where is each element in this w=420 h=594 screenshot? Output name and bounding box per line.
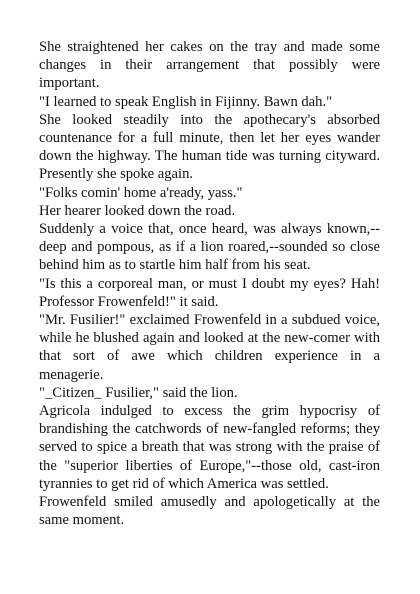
paragraph: "I learned to speak English in Fijinny. Bawn dah." [39, 93, 333, 110]
paragraph: "_Citizen_ Fusilier," said the lion. [39, 384, 238, 401]
paragraph: Agricola indulged to excess the grim hypocrisy of brandishing the catchwords of new-fangled reforms; they served to spice a breath that was strong with the praise of the "superior liberties of Europe,"--those old, cast-iron tyrannies to get rid of which America was settled. [39, 403, 380, 492]
paragraph: Suddenly a voice that, once heard, was always known,--deep and pompous, as if a lion roared,--sounded so close behind him as to startle him half from his seat. [39, 221, 380, 274]
paragraph: Frowenfeld smiled amusedly and apologetically at the same moment. [39, 494, 380, 529]
paragraph: "Folks comin' home a'ready, yass." [39, 184, 243, 201]
paragraph: "Mr. Fusilier!" exclaimed Frowenfeld in a subdued voice, while he blushed again and looked at the new-comer with that sort of awe which children experience in a menagerie. [39, 312, 380, 383]
paragraph: She straightened her cakes on the tray and made some changes in their arrangement that possibly were important. [39, 39, 380, 92]
paragraph: Her hearer looked down the road. [39, 202, 236, 219]
document-page [39, 38, 380, 529]
paragraph: She looked steadily into the apothecary's absorbed countenance for a full minute, then let her eyes wander down the highway. The human tide was turning cityward. Presently she spoke again. [39, 111, 380, 183]
paragraph: "Is this a corporeal man, or must I doubt my eyes? Hah! Professor Frowenfeld!" it said. [39, 275, 380, 310]
